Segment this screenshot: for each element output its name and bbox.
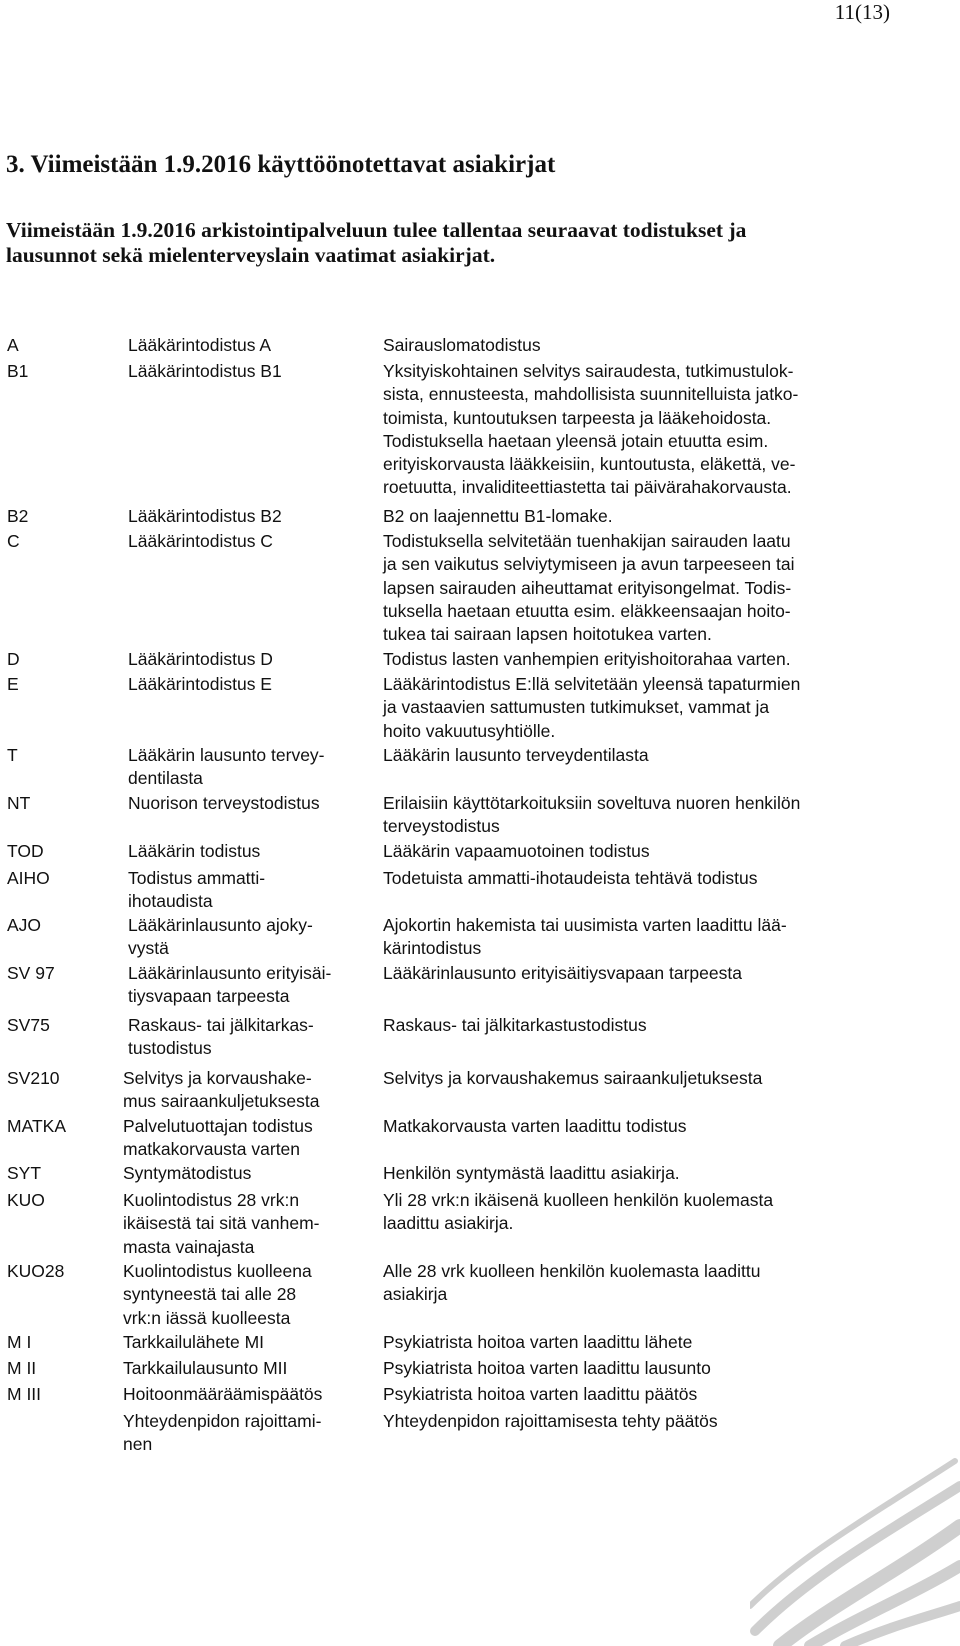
intro-line: lausunnot sekä mielenterveyslain vaatimat asiakirjat. xyxy=(6,243,496,267)
document-code: SV75 xyxy=(7,1015,50,1035)
document-title: Raskaus- tai jälkitarkas- tustodistus xyxy=(128,1015,314,1059)
document-description: Lääkärin lausunto terveydentilasta xyxy=(383,745,649,765)
document-code: C xyxy=(7,531,20,551)
document-description: Todistuksella selvitetään tuenhakijan sairauden laatu ja sen vaikutus selviytymiseen ja avun tarpeeseen tai lapsen sairauden aiheuttamat erityisongelmat. Todis- tuksella haetaan etuutta esim. eläkkeensaajan hoito- tukea tai sairaan lapsen hoitotukea varten. xyxy=(383,531,795,645)
document-code: B2 xyxy=(7,506,29,526)
intro-paragraph xyxy=(6,218,886,268)
document-description: Yksityiskohtainen selvitys sairaudesta, tutkimustulok- sista, ennusteesta, mahdollisista suunnitelluista jatko- toimista, kuntoutuksen tarpeesta ja lääkehoidosta. Todistuksella haetaan yleensä jotain etuutta esim. erityiskorvausta lääkkeisiin, kuntoutusta, eläkettä, ve- roetuutta, invaliditeettiastetta tai päivärahakorvausta. xyxy=(383,361,799,498)
document-title: Yhteydenpidon rajoittami- nen xyxy=(123,1411,322,1455)
document-title: Hoitoonmääräämispäätös xyxy=(123,1384,323,1404)
document-title: Lääkärintodistus D xyxy=(128,649,273,669)
document-code: SYT xyxy=(7,1163,42,1183)
document-title: Tarkkailulähete MI xyxy=(123,1332,265,1352)
document-code: SV210 xyxy=(7,1068,60,1088)
document-title: Palvelutuottajan todistus matkakorvausta varten xyxy=(123,1116,313,1160)
document-title: Lääkärinlausunto ajoky- vystä xyxy=(128,915,313,959)
document-description: Lääkärin vapaamuotoinen todistus xyxy=(383,841,650,861)
document-code: KUO xyxy=(7,1190,45,1210)
document-description: Psykiatrista hoitoa varten laadittu päätös xyxy=(383,1384,698,1404)
document-title: Kuolintodistus 28 vrk:n ikäisestä tai sitä vanhem- masta vainajasta xyxy=(123,1190,320,1257)
document-title: Lääkärintodistus C xyxy=(128,531,273,551)
intro-line: Viimeistään 1.9.2016 arkistointipalveluun tulee tallentaa seuraavat todistukset ja xyxy=(6,218,747,242)
document-title: Lääkärinlausunto erityisäi- tiysvapaan tarpeesta xyxy=(128,963,332,1007)
document-title: Lääkärin lausunto tervey- dentilasta xyxy=(128,745,325,789)
document-code: MATKA xyxy=(7,1116,66,1136)
document-code: A xyxy=(7,335,19,355)
document-code: M III xyxy=(7,1384,42,1404)
document-description: Todetuista ammatti-ihotaudeista tehtävä todistus xyxy=(383,868,758,888)
document-title: Todistus ammatti- ihotaudista xyxy=(128,868,266,912)
document-title: Lääkärintodistus E xyxy=(128,674,272,694)
document-description: Erilaisiin käyttötarkoituksiin soveltuva nuoren henkilön terveystodistus xyxy=(383,793,801,837)
document-title: Lääkärin todistus xyxy=(128,841,261,861)
document-code: TOD xyxy=(7,841,44,861)
document-code: AIHO xyxy=(7,868,50,888)
document-title: Nuorison terveystodistus xyxy=(128,793,320,813)
section-heading: 3. Viimeistään 1.9.2016 käyttöönotettavat asiakirjat xyxy=(6,151,556,178)
document-title: Lääkärintodistus B2 xyxy=(128,506,282,526)
page-number: 11(13) xyxy=(834,0,890,24)
document-code: SV 97 xyxy=(7,963,55,983)
document-description: Todistus lasten vanhempien erityishoitorahaa varten. xyxy=(383,649,791,669)
document-description: Ajokortin hakemista tai uusimista varten laadittu lää- kärintodistus xyxy=(383,915,787,959)
document-description: Alle 28 vrk kuolleen henkilön kuolemasta laadittu asiakirja xyxy=(383,1261,761,1305)
document-code: D xyxy=(7,649,20,669)
document-code: M II xyxy=(7,1358,37,1378)
document-title: Tarkkailulausunto MII xyxy=(123,1358,288,1378)
document-description: Psykiatrista hoitoa varten laadittu lausunto xyxy=(383,1358,711,1378)
document-description: Selvitys ja korvaushakemus sairaankuljetuksesta xyxy=(383,1068,763,1088)
document-description: Matkakorvausta varten laadittu todistus xyxy=(383,1116,687,1136)
document-title: Lääkärintodistus B1 xyxy=(128,361,282,381)
document-code: B1 xyxy=(7,361,29,381)
document-description: Sairauslomatodistus xyxy=(383,335,541,355)
decorative-wave-graphic xyxy=(750,1456,960,1646)
wave-stripes xyxy=(750,1461,960,1646)
document-title: Syntymätodistus xyxy=(123,1163,252,1183)
document-code: T xyxy=(7,745,18,765)
document-title: Lääkärintodistus A xyxy=(128,335,272,355)
document-code: M I xyxy=(7,1332,32,1352)
document-description: Henkilön syntymästä laadittu asiakirja. xyxy=(383,1163,680,1183)
document-code: KUO28 xyxy=(7,1261,65,1281)
document-description: Lääkärintodistus E:llä selvitetään yleensä tapaturmien ja vastaavien sattumusten tutkimukset, vammat ja hoito vakuutusyhtiölle. xyxy=(383,674,801,741)
document-title: Kuolintodistus kuolleena syntyneestä tai alle 28 vrk:n iässä kuolleesta xyxy=(123,1261,312,1328)
document-code: E xyxy=(7,674,19,694)
document-title: Selvitys ja korvaushake- mus sairaankuljetuksesta xyxy=(123,1068,320,1112)
document-description: Raskaus- tai jälkitarkastustodistus xyxy=(383,1015,647,1035)
document-code: AJO xyxy=(7,915,42,935)
document-code: NT xyxy=(7,793,31,813)
document-description: Yhteydenpidon rajoittamisesta tehty päätös xyxy=(383,1411,718,1431)
document-description: Lääkärinlausunto erityisäitiysvapaan tarpeesta xyxy=(383,963,742,983)
document-description: Psykiatrista hoitoa varten laadittu lähete xyxy=(383,1332,693,1352)
document-description: Yli 28 vrk:n ikäisenä kuolleen henkilön kuolemasta laadittu asiakirja. xyxy=(383,1190,774,1234)
document-description: B2 on laajennettu B1-lomake. xyxy=(383,506,613,526)
